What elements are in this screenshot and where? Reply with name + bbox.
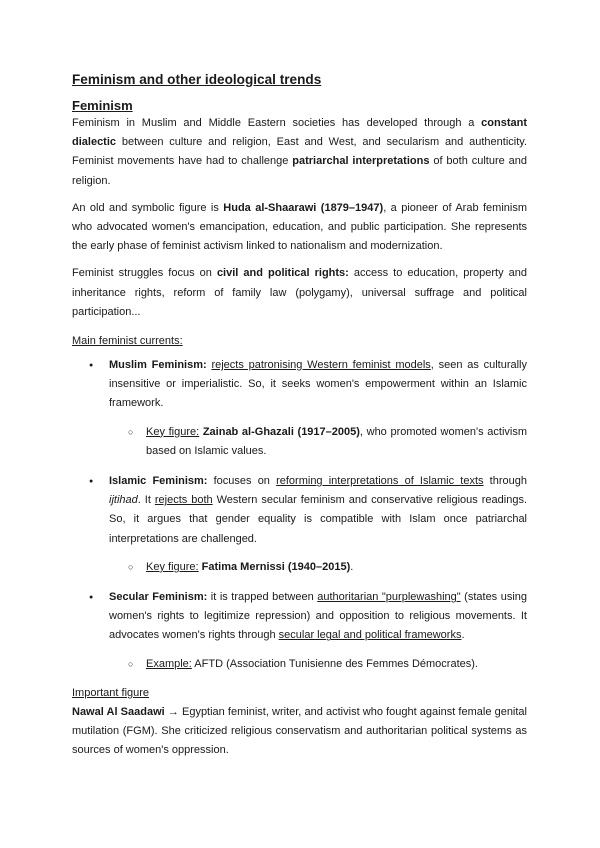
currents-list: [72, 356, 527, 674]
sub-item-example: ○ Example: AFTD (Association Tunisienne des Femmes Démocrates).: [109, 655, 527, 674]
underlined-text: authoritarian "purplewashing": [317, 591, 461, 604]
list-item-secular-feminism: ● Secular Feminism: it is trapped between authoritarian "purplewashing" (states using women's rights to legitimize repression) and opposition to religious movements. It advocates women's rights through secular legal and political frameworks. ○ Example: AFTD (Association Tunisienne des Femmes Démocrates).: [72, 588, 527, 674]
bold-term: patriarchal interpretations: [292, 155, 430, 168]
section-heading: Feminism: [72, 98, 133, 113]
current-name: Secular Feminism:: [109, 591, 208, 604]
sub-item-key-figure: ○ Key figure: Zainab al-Ghazali (1917–2005), who promoted women's activism based on Islamic values.: [109, 423, 527, 461]
list-item-islamic-feminism: ● Islamic Feminism: focuses on reforming interpretations of Islamic texts through ijtihad. It rejects both Western secular feminism and conservative religious readings. So, it argues that gender equality is compatible with Islam once patriarchal interpretations are challenged. ○ Key figure: Fatima Mernissi (1940–2015).: [72, 472, 527, 577]
current-name: Islamic Feminism:: [109, 475, 208, 488]
paragraph-shaarawi: An old and symbolic figure is Huda al-Shaarawi (1879–1947), a pioneer of Arab feminism who advocated women's emancipation, education, and public participation. She represents the early phase of feminist activism linked to nationalism and modernization.: [72, 201, 527, 253]
currents-label: Main feminist currents:: [72, 335, 183, 348]
bold-term: Huda al-Shaarawi (1879–1947): [223, 201, 384, 214]
paragraph-saadawi: Nawal Al Saadawi → Egyptian feminist, writer, and activist who fought against female genital mutilation (FGM). She criticized religious conservatism and authoritarian political systems as sources of women's oppression.: [72, 705, 527, 757]
underlined-text: reforming interpretations of Islamic texts: [276, 475, 484, 488]
underlined-text: rejects patronising Western feminist models: [211, 359, 431, 372]
underlined-text: rejects both: [154, 494, 213, 507]
paragraph-intro: Feminism in Muslim and Middle Eastern societies has developed through a constant dialectic between culture and religion, East and West, and secularism and authenticity. Feminist movements have had to challenge patriarchal interpretations of both culture and religion.: [72, 117, 527, 187]
italic-term: ijtihad: [109, 494, 138, 507]
bold-term: constant dialectic: [72, 117, 527, 149]
current-name: Muslim Feminism:: [109, 359, 207, 372]
bold-term: civil and political rights:: [216, 267, 349, 280]
bold-term: Nawal Al Saadawi: [72, 705, 165, 718]
underlined-text: secular legal and political frameworks: [278, 629, 462, 642]
paragraph-struggles: Feminist struggles focus on civil and political rights: access to education, property and inheritance rights, reform of family law (polygamy), universal suffrage and political participation...: [72, 267, 527, 318]
sub-item-key-figure: ○ Key figure: Fatima Mernissi (1940–2015).: [109, 558, 527, 577]
document-title: Feminism and other ideological trends: [72, 72, 322, 87]
list-item-muslim-feminism: ● Muslim Feminism: rejects patronising Western feminist models, seen as culturally insensitive or imperialistic. So, it seeks women's empowerment within an Islamic framework. ○ Key figure: Zainab al-Ghazali (1917–2005), who promoted women's activism based on Islamic values.: [72, 356, 527, 461]
important-figure-label: Important figure: [72, 686, 150, 699]
